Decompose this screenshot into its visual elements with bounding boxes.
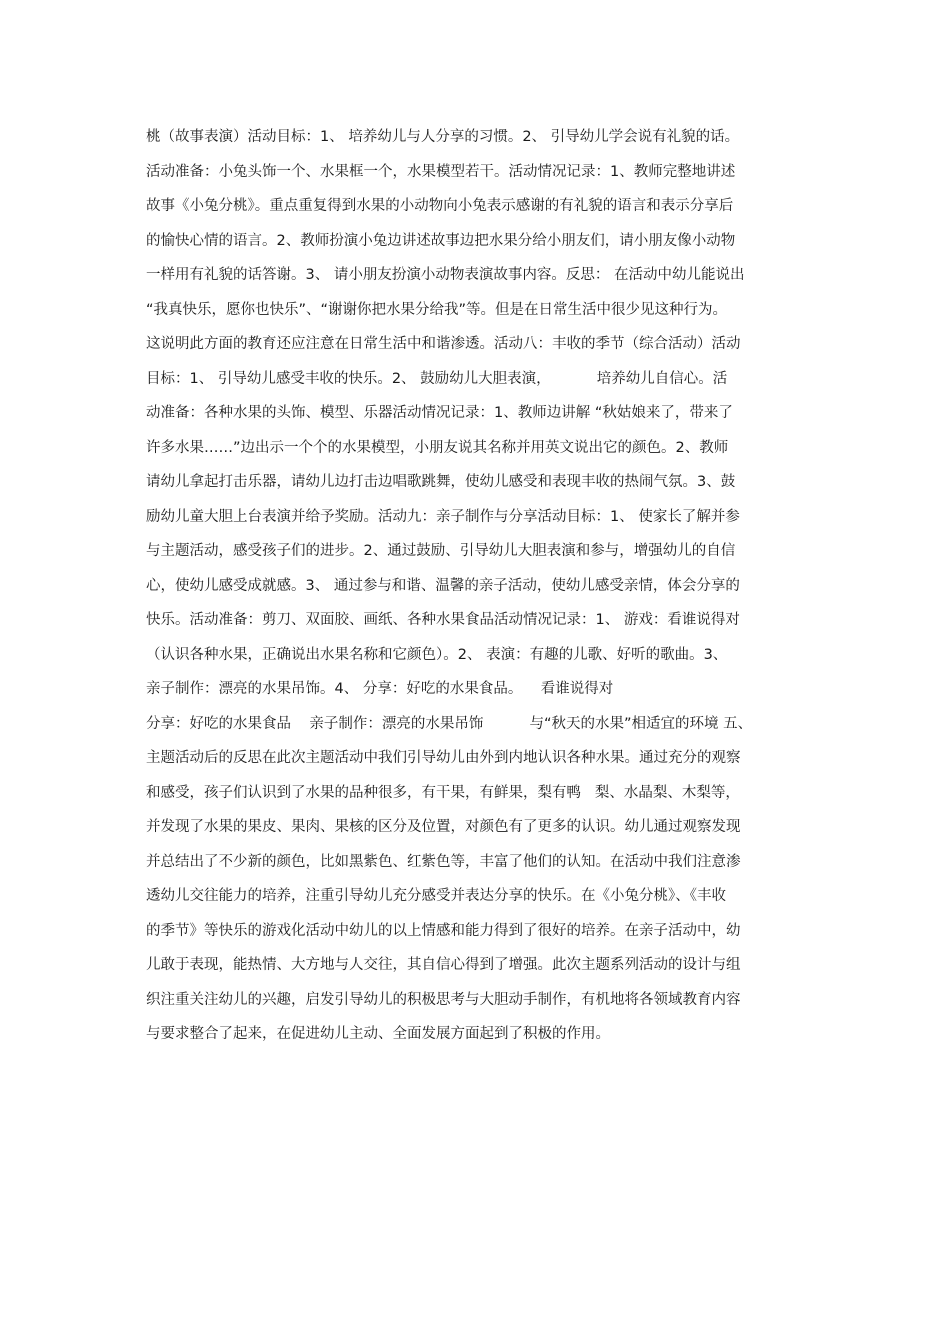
text-line: 一样用有礼貌的话答谢。3、 请小朋友扮演小动物表演故事内容。反思： 在活动中幼儿能说出 — [146, 267, 745, 283]
text-line: 和感受，孩子们认识到了水果的品种很多，有干果，有鲜果，梨有鸭 梨、水晶梨、木梨等， — [146, 784, 740, 801]
text-line: 并发现了水果的果皮、果肉、果核的区分及位置，对颜色有了更多的认识。幼儿通过观察发现 — [146, 819, 741, 835]
text-line: 的季节》等快乐的游戏化活动中幼儿的以上情感和能力得到了很好的培养。在亲子活动中，幼 — [146, 922, 741, 939]
text-line: 分享：好吃的水果食品 亲子制作：漂亮的水果吊饰 与“秋天的水果”相适宜的环境 五、 — [146, 715, 753, 732]
body-text — [146, 120, 836, 1052]
text-line: 快乐。活动准备：剪刀、双面胶、画纸、各种水果食品活动情况记录：1、 游戏：看谁说得对 — [146, 612, 740, 628]
text-line: 亲子制作：漂亮的水果吊饰。4、 分享：好吃的水果食品。 看谁说得对 — [146, 681, 614, 697]
text-line: 桃（故事表演）活动目标：1、 培养幼儿与人分享的习惯。2、 引导幼儿学会说有礼貌的话。 — [146, 129, 740, 145]
text-line: 与要求整合了起来，在促进幼儿主动、全面发展方面起到了积极的作用。 — [146, 1026, 610, 1042]
text-line: 心，使幼儿感受成就感。3、 通过参与和谐、温馨的亲子活动，使幼儿感受亲情，体会分享的 — [146, 577, 740, 594]
text-line: 并总结出了不少新的颜色，比如黑紫色、红紫色等，丰富了他们的认知。在活动中我们注意渗 — [146, 853, 741, 870]
text-line: 故事《小兔分桃》。重点重复得到水果的小动物向小兔表示感谢的有礼貌的语言和表示分享后 — [146, 198, 734, 214]
text-line: 活动准备：小兔头饰一个、水果框一个，水果模型若干。活动情况记录：1、教师完整地讲述 — [146, 163, 736, 180]
text-line: （认识各种水果，正确说出水果名称和它颜色）。2、 表演：有趣的儿歌、好听的歌曲。3、 — [146, 646, 728, 663]
text-line: “我真快乐，愿你也快乐”、“谢谢你把水果分给我”等。但是在日常生活中很少见这种行为。 — [146, 301, 728, 318]
text-line: 与主题活动，感受孩子们的进步。2、通过鼓励、引导幼儿大胆表演和参与，增强幼儿的自信 — [146, 543, 736, 559]
text-line: 主题活动后的反思在此次主题活动中我们引导幼儿由外到内地认识各种水果。通过充分的观察 — [146, 750, 741, 766]
text-line: 的愉快心情的语言。2、教师扮演小兔边讲述故事边把水果分给小朋友们，请小朋友像小动物 — [146, 232, 736, 249]
text-line: 目标：1、 引导幼儿感受丰收的快乐。2、 鼓励幼儿大胆表演， 培养幼儿自信心。活 — [146, 370, 728, 387]
text-line: 励幼儿童大胆上台表演并给予奖励。活动九：亲子制作与分享活动目标：1、 使家长了解并参 — [146, 508, 740, 525]
text-line: 动准备：各种水果的头饰、模型、乐器活动情况记录：1、教师边讲解 “秋姑娘来了，带来了 — [146, 405, 733, 421]
text-line: 这说明此方面的教育还应注意在日常生活中和谐渗透。活动八：丰收的季节（综合活动）活动 — [146, 336, 741, 352]
text-line: 儿敢于表现，能热情、大方地与人交往，其自信心得到了增强。此次主题系列活动的设计与组 — [146, 957, 741, 973]
text-line: 透幼儿交往能力的培养，注重引导幼儿充分感受并表达分享的快乐。在《小兔分桃》、《丰收 — [146, 888, 726, 904]
text-line: 许多水果……”边出示一个个的水果模型，小朋友说其名称并用英文说出它的颜色。2、教师 — [146, 439, 729, 456]
text-line: 织注重关注幼儿的兴趣，启发引导幼儿的积极思考与大胆动手制作，有机地将各领域教育内容 — [146, 991, 741, 1008]
text-line: 请幼儿拿起打击乐器，请幼儿边打击边唱歌跳舞，使幼儿感受和表现丰收的热闹气氛。3、鼓 — [146, 474, 736, 490]
